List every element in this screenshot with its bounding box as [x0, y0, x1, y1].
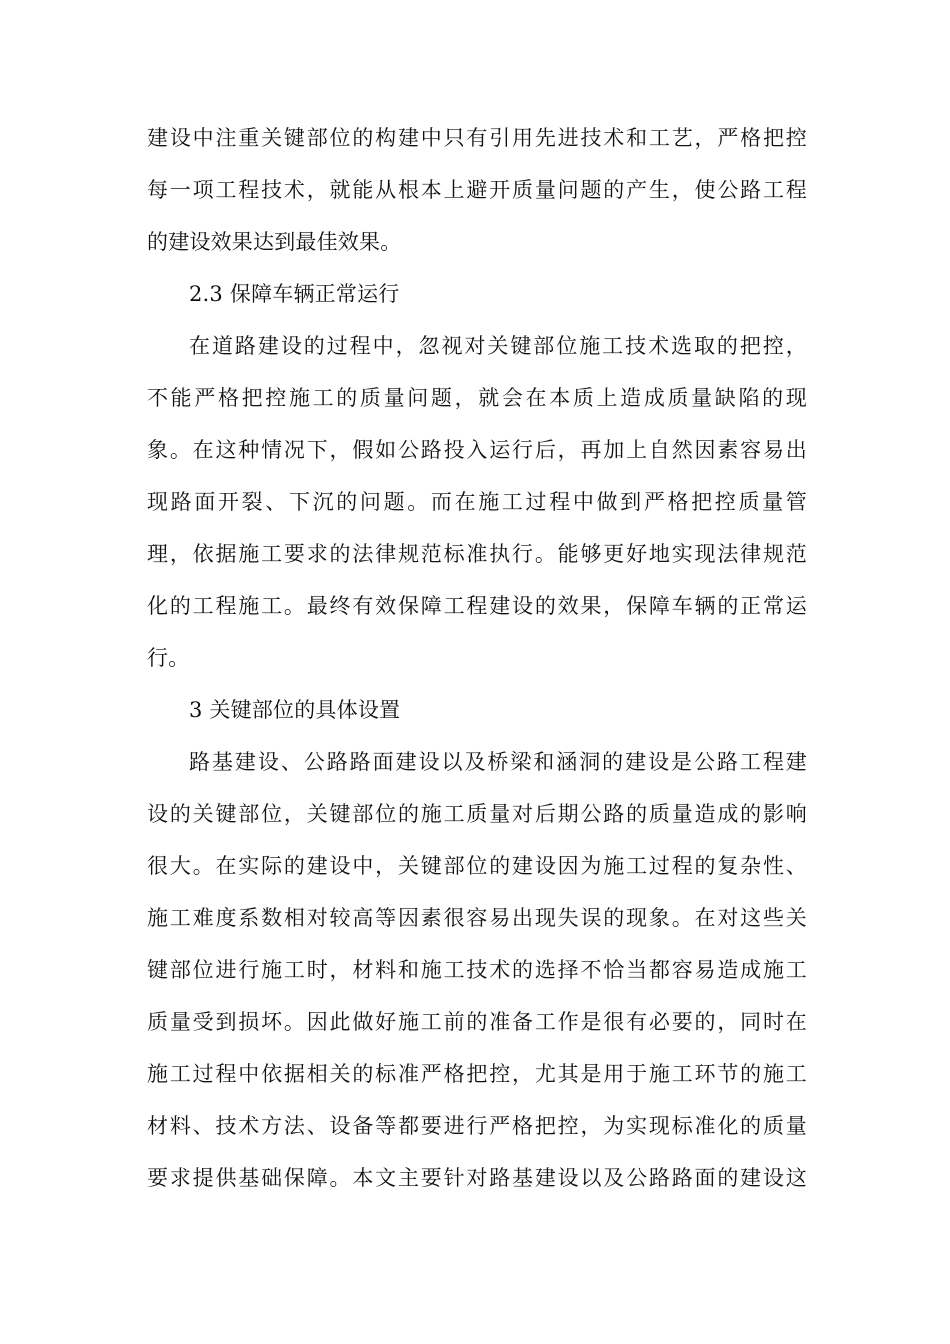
text-line: 化的工程施工。最终有效保障工程建设的效果，保障车辆的正常运 — [147, 594, 807, 618]
text-line: 的建设效果达到最佳效果。 — [147, 230, 402, 254]
text-line: 质量受到损坏。因此做好施工前的准备工作是很有必要的，同时在 — [147, 1010, 807, 1034]
text-line: 不能严格把控施工的质量问题，就会在本质上造成质量缺陷的现 — [147, 386, 807, 410]
text-line: 施工过程中依据相关的标准严格把控，尤其是用于施工环节的施工 — [147, 1062, 807, 1086]
text-line: 很大。在实际的建设中，关键部位的建设因为施工过程的复杂性、 — [147, 854, 807, 878]
text-line: 象。在这种情况下，假如公路投入运行后，再加上自然因素容易出 — [147, 438, 807, 462]
body-text — [147, 112, 807, 1204]
text-line: 行。 — [147, 646, 190, 670]
text-line: 施工难度系数相对较高等因素很容易出现失误的现象。在对这些关 — [147, 906, 807, 930]
section-heading: 2.3 保障车辆正常运行 — [189, 282, 400, 306]
text-line: 设的关键部位，关键部位的施工质量对后期公路的质量造成的影响 — [147, 802, 807, 826]
text-line: 路基建设、公路路面建设以及桥梁和涵洞的建设是公路工程建 — [189, 750, 807, 774]
text-line: 现路面开裂、下沉的问题。而在施工过程中做到严格把控质量管 — [147, 490, 807, 514]
text-line: 理，依据施工要求的法律规范标准执行。能够更好地实现法律规范 — [147, 542, 807, 566]
text-line: 材料、技术方法、设备等都要进行严格把控，为实现标准化的质量 — [147, 1114, 807, 1138]
text-line: 在道路建设的过程中，忽视对关键部位施工技术选取的把控， — [189, 334, 807, 358]
text-line: 键部位进行施工时，材料和施工技术的选择不恰当都容易造成施工 — [147, 958, 807, 982]
section-heading: 3 关键部位的具体设置 — [189, 698, 401, 722]
text-line: 要求提供基础保障。本文主要针对路基建设以及公路路面的建设这 — [147, 1166, 807, 1190]
text-line: 每一项工程技术，就能从根本上避开质量问题的产生，使公路工程 — [147, 178, 807, 202]
text-line: 建设中注重关键部位的构建中只有引用先进技术和工艺，严格把控 — [147, 126, 807, 150]
